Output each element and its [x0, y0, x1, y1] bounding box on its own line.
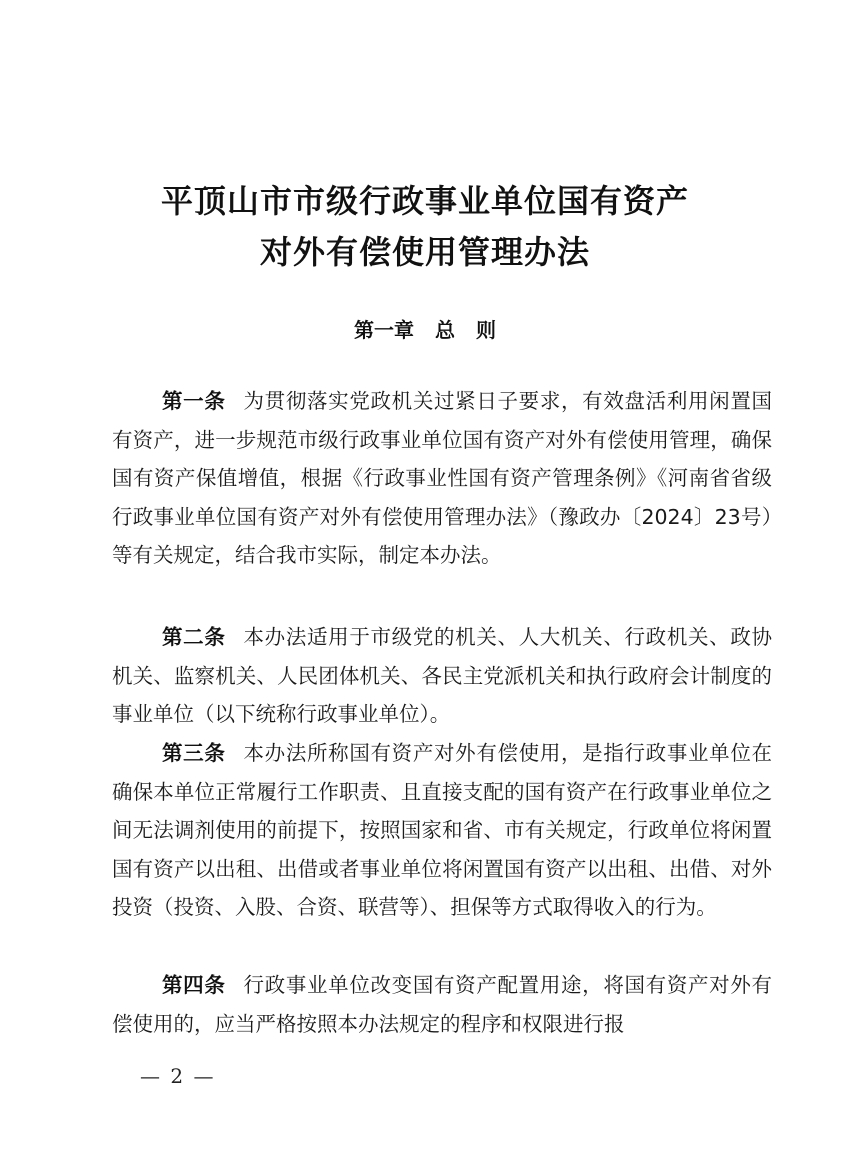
article-3	[112, 734, 772, 927]
article-3-title: 第三条	[162, 741, 226, 765]
article-1-text: 为贯彻落实党政机关过紧日子要求，有效盘活利用闲置国有资产，进一步规范市级行政事业单位国有资产对外有偿使用管理，确保国有资产保值增值，根据《行政事业性国有资产管理条例》《河南省省级行政事业单位国有资产对外有偿使用管理办法》（豫政办〔2024〕23号）等有关规定，结合我市实际，制定本办法。	[112, 389, 772, 567]
article-2	[112, 618, 772, 734]
page-number: — 2 —	[140, 1064, 216, 1088]
document-title-line-1: 平顶山市市级行政事业单位国有资产	[160, 182, 689, 220]
article-4-title: 第四条	[162, 973, 226, 997]
article-4-text: 行政事业单位改变国有资产配置用途，将国有资产对外有偿使用的，应当严格按照本办法规定的程序和权限进行报	[112, 973, 772, 1036]
article-1-title: 第一条	[162, 389, 226, 413]
article-2-title: 第二条	[162, 625, 226, 649]
chapter-heading: 第一章 总 则	[354, 318, 496, 342]
document-title-line-2: 对外有偿使用管理办法	[259, 233, 590, 271]
article-4	[112, 966, 772, 1043]
article-1	[112, 382, 772, 575]
article-3-text: 本办法所称国有资产对外有偿使用，是指行政事业单位在确保本单位正常履行工作职责、且直接支配的国有资产在行政事业单位之间无法调剂使用的前提下，按照国家和省、市有关规定，行政单位将闲置国有资产以出租、出借或者事业单位将闲置国有资产以出租、出借、对外投资（投资、入股、合资、联营等）、担保等方式取得收入的行为。	[112, 741, 772, 919]
article-2-text: 本办法适用于市级党的机关、人大机关、行政机关、政协机关、监察机关、人民团体机关、各民主党派机关和执行政府会计制度的事业单位（以下统称行政事业单位）。	[112, 625, 772, 726]
